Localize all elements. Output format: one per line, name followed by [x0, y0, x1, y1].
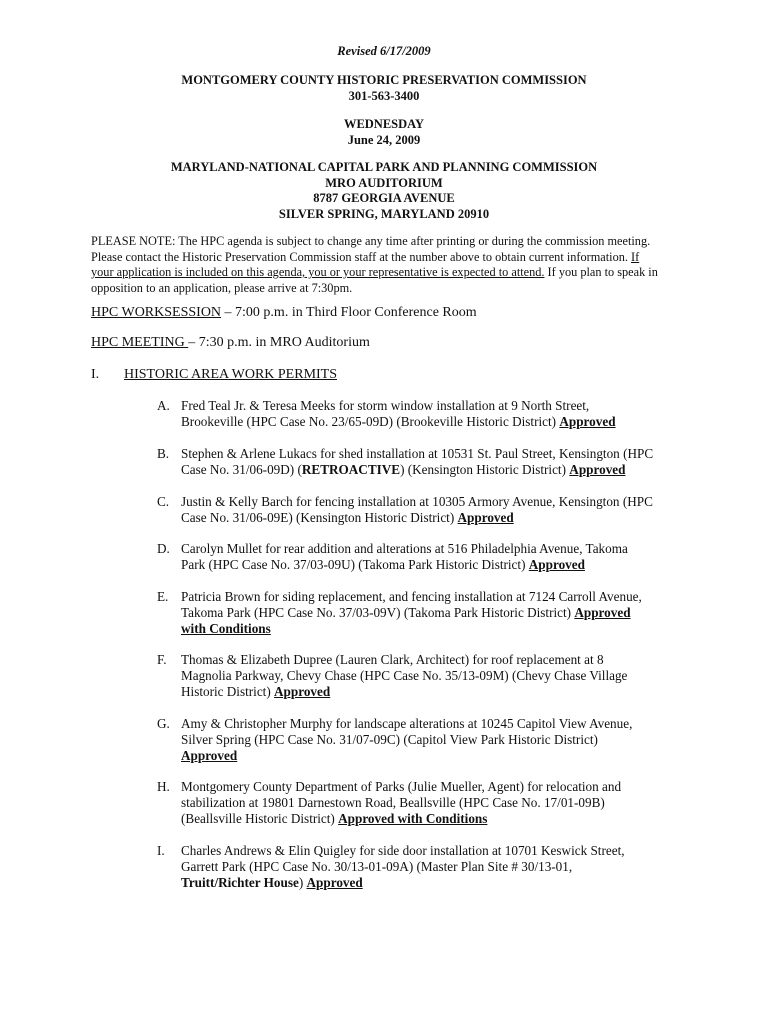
status-badge: Approved	[457, 510, 514, 526]
please-note: PLEASE NOTE: The HPC agenda is subject to change any time after printing or during the commission meeting. Please contact the Historic Preservation Commission staff at the number above to obtain current information. If your application is included on this agenda, you or your representative is expected to attend. If you plan to speak in opposition to an application, please arrive at 7:30pm.	[91, 234, 658, 295]
meeting-date-text: June 24, 2009	[347, 132, 421, 147]
status-badge: Approved	[274, 684, 331, 700]
venue-block	[0, 160, 768, 222]
venue-room: MRO AUDITORIUM	[325, 175, 443, 190]
commission-name: MONTGOMERY COUNTY HISTORIC PRESERVATION COMMISSION	[181, 73, 587, 87]
venue-city: SILVER SPRING, MARYLAND 20910	[278, 206, 490, 221]
status-badge: Approved	[528, 557, 585, 573]
agenda-item-a: A. Fred Teal Jr. & Teresa Meeks for storm window installation at 9 North Street, Brookeville (HPC Case No. 23/65-09D) (Brookeville Historic District) Approved	[157, 398, 616, 430]
agenda-item-c: C. Justin & Kelly Barch for fencing installation at 10305 Armory Avenue, Kensington (HPC Case No. 31/06-09E) (Kensington Historic District) Approved	[157, 494, 653, 526]
status-badge: Approved with Conditions	[338, 811, 488, 827]
commission-header	[0, 73, 768, 104]
agenda-item-e: E. Patricia Brown for siding replacement, and fencing installation at 7124 Carroll Avenue, Takoma Park (HPC Case No. 37/03-09V) (Takoma Park Historic District) Approved with Conditions	[157, 589, 642, 637]
worksession-label: HPC WORKSESSION	[91, 305, 222, 320]
commission-phone: 301-563-3400	[348, 88, 420, 103]
venue-org: MARYLAND-NATIONAL CAPITAL PARK AND PLANNING COMMISSION	[170, 160, 598, 174]
meeting-label: HPC MEETING	[91, 335, 189, 350]
status-badge: Approved	[181, 748, 238, 764]
meeting-line: HPC MEETING – 7:30 p.m. in MRO Auditorium	[91, 335, 370, 350]
status-badge: Approved	[569, 462, 626, 478]
revised-date: Revised 6/17/2009	[337, 44, 431, 58]
meeting-date	[0, 117, 768, 148]
status-badge: Approved	[574, 605, 631, 621]
agenda-item-b: B. Stephen & Arlene Lukacs for shed installation at 10531 St. Paul Street, Kensington (HPC Case No. 31/06-09D) (RETROACTIVE) (Kensington Historic District) Approved	[157, 446, 654, 478]
venue-street: 8787 GEORGIA AVENUE	[313, 191, 455, 205]
status-badge: Approved	[559, 414, 616, 430]
worksession-line: HPC WORKSESSION – 7:00 p.m. in Third Floor Conference Room	[91, 305, 477, 320]
meeting-day: WEDNESDAY	[343, 117, 425, 131]
status-badge: Approved	[306, 875, 363, 891]
agenda-item-f: F. Thomas & Elizabeth Dupree (Lauren Clark, Architect) for roof replacement at 8 Magnolia Parkway, Chevy Chase (HPC Case No. 35/13-09M) (Chevy Chase Village Historic District) Approved	[157, 652, 628, 700]
agenda-item-i: I. Charles Andrews & Elin Quigley for side door installation at 10701 Keswick Street, Garrett Park (HPC Case No. 30/13-01-09A) (Master Plan Site # 30/13-01, Truitt/Richter House) Approved	[157, 843, 625, 891]
agenda-item-g: G. Amy & Christopher Murphy for landscape alterations at 10245 Capitol View Avenue, Silver Spring (HPC Case No. 31/07-09C) (Capitol View Park Historic District) Approved	[157, 716, 633, 764]
section-title: HISTORIC AREA WORK PERMITS	[124, 367, 338, 382]
agenda-item-d: D. Carolyn Mullet for rear addition and alterations at 516 Philadelphia Avenue, Takoma Park (HPC Case No. 37/03-09U) (Takoma Park Historic District) Approved	[157, 541, 628, 573]
section-heading: I. HISTORIC AREA WORK PERMITS	[91, 367, 338, 382]
status-badge: with Conditions	[181, 621, 271, 637]
agenda-item-h: H. Montgomery County Department of Parks (Julie Mueller, Agent) for relocation and stabilization at 19801 Darnestown Road, Beallsville (HPC Case No. 17/01-09B) (Beallsville Historic District) Approved with Conditions	[157, 779, 622, 827]
